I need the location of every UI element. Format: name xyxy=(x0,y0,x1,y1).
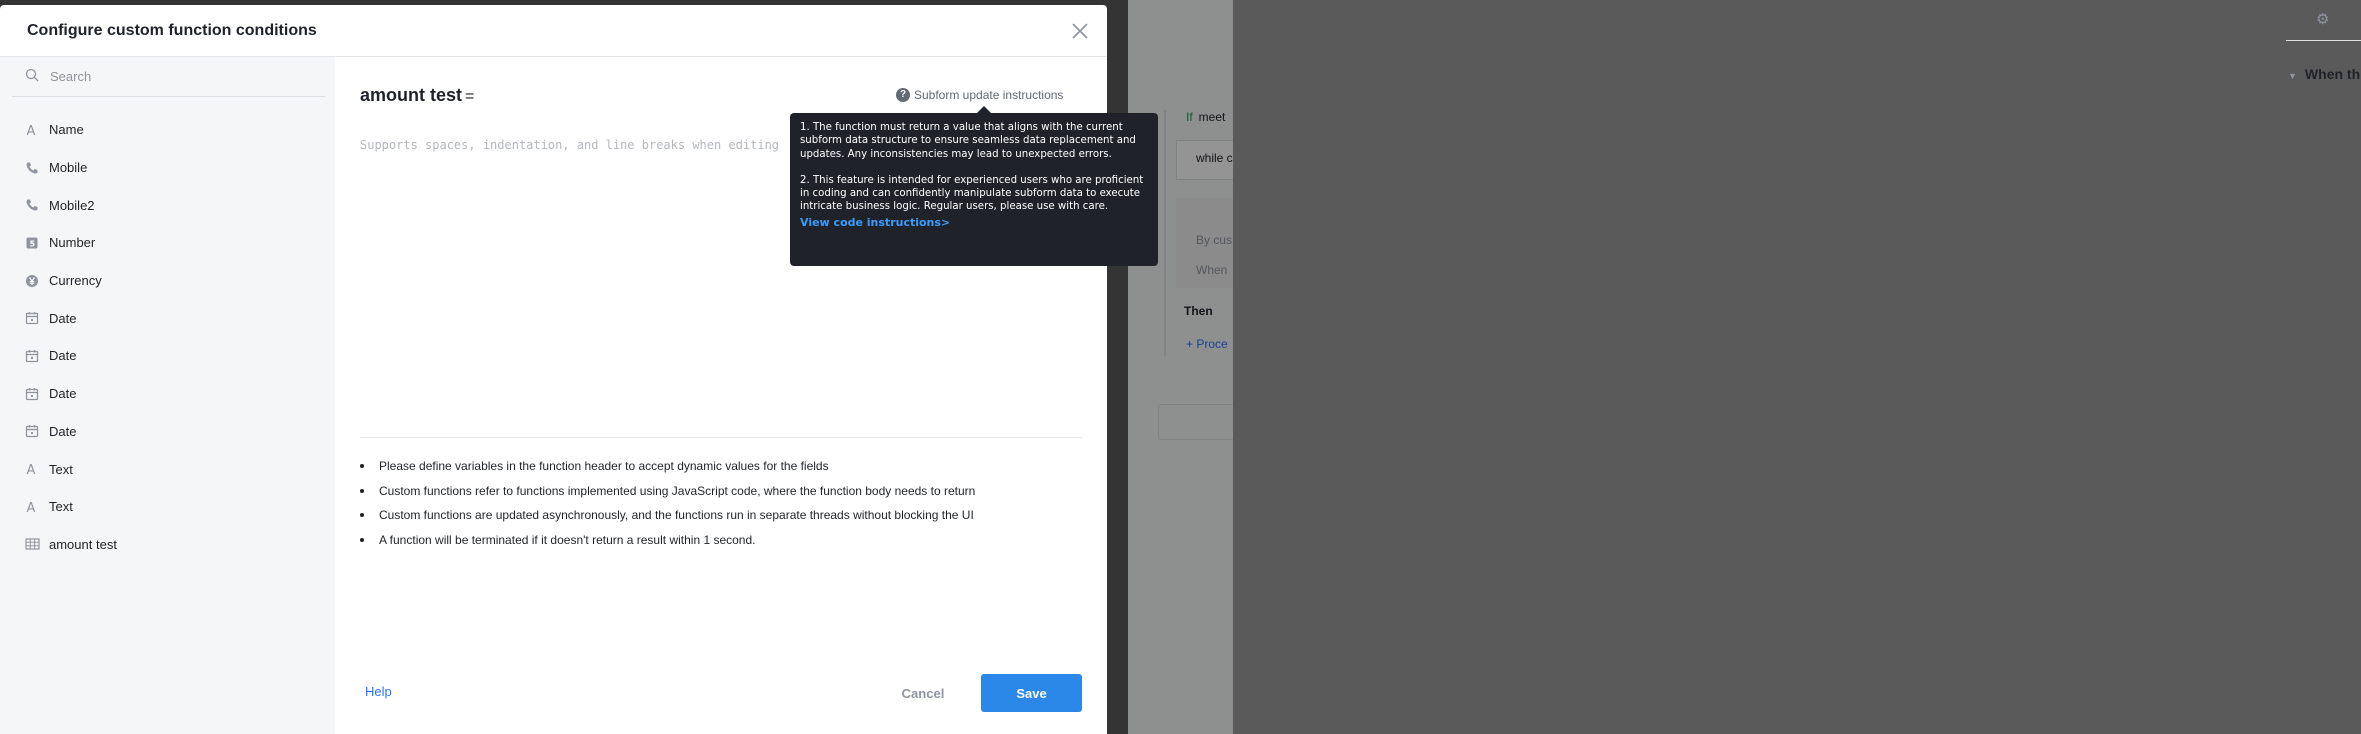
currency-icon xyxy=(24,273,40,289)
background-while-text: while c xyxy=(1196,151,1233,165)
field-sidebar xyxy=(0,57,335,734)
field-item-date-1[interactable] xyxy=(0,299,335,337)
view-code-instructions-link[interactable]: View code instructions> xyxy=(800,215,951,229)
usage-note: A function will be terminated if it doesn't return a result within 1 second. xyxy=(360,533,1100,558)
subform-instructions-tooltip xyxy=(790,113,1158,266)
field-label: Date xyxy=(49,386,77,402)
calendar-icon xyxy=(24,386,40,402)
field-item-currency[interactable] xyxy=(0,262,335,300)
table-icon xyxy=(24,536,40,552)
help-link[interactable]: Help xyxy=(365,684,392,699)
field-label: Number xyxy=(49,235,96,251)
number-icon xyxy=(24,235,40,251)
field-item-date-2[interactable] xyxy=(0,337,335,375)
field-label: Text xyxy=(49,461,73,477)
phone-icon xyxy=(24,197,40,213)
field-label: Date xyxy=(49,423,77,439)
svg-text:5: 5 xyxy=(29,239,36,249)
field-item-amount-test[interactable] xyxy=(0,526,335,564)
text-icon xyxy=(24,461,40,477)
field-item-text-2[interactable] xyxy=(0,488,335,526)
field-label: Text xyxy=(49,499,73,515)
tooltip-arrow xyxy=(977,106,991,113)
caret-down-icon: ▼ xyxy=(2288,71,2297,81)
phone-icon xyxy=(24,160,40,176)
svg-text:A: A xyxy=(26,463,36,479)
svg-text:A: A xyxy=(26,123,36,139)
text-icon xyxy=(24,499,40,515)
field-label: Date xyxy=(49,310,77,326)
field-label: amount test xyxy=(49,536,117,552)
field-item-name[interactable] xyxy=(0,111,335,149)
field-item-mobile[interactable] xyxy=(0,149,335,187)
search-icon xyxy=(25,68,39,82)
field-item-date-3[interactable] xyxy=(0,375,335,413)
background-then-label: Then xyxy=(1184,304,1213,318)
cancel-button[interactable]: Cancel xyxy=(878,678,968,708)
function-name: amount test xyxy=(360,85,463,105)
calendar-icon xyxy=(24,423,40,439)
background-by-custom-text: By cus xyxy=(1196,233,1233,247)
background-if-keyword: If xyxy=(1186,110,1193,124)
subform-instructions-label: Subform update instructions xyxy=(914,88,1064,102)
search-box xyxy=(12,57,325,97)
calendar-icon xyxy=(24,310,40,326)
close-icon xyxy=(1068,19,1092,43)
usage-note: Custom functions refer to functions implemented using JavaScript code, where the function body needs to return xyxy=(360,484,1100,509)
background-if-text: meet xyxy=(1198,110,1226,124)
subform-instructions-link[interactable] xyxy=(896,86,1063,104)
background-when-text: When xyxy=(1196,263,1228,277)
field-item-mobile2[interactable] xyxy=(0,186,335,224)
background-divider xyxy=(2286,40,2361,41)
background-process-link: + Proce xyxy=(1186,337,1228,351)
field-item-date-4[interactable] xyxy=(0,413,335,451)
field-item-number[interactable] xyxy=(0,224,335,262)
equals-sign: = xyxy=(465,88,475,105)
dialog-header xyxy=(0,5,1107,57)
background-when-label: When th xyxy=(2304,66,2361,82)
field-label: Mobile xyxy=(49,160,88,176)
usage-note: Please define variables in the function header to accept dynamic values for the fields xyxy=(360,459,1100,484)
usage-note: Custom functions are updated asynchronously, and the functions run in separate threads without blocking the UI xyxy=(360,508,1100,533)
field-list xyxy=(0,111,335,563)
field-label: Date xyxy=(49,348,77,364)
function-name-heading xyxy=(360,85,474,106)
field-label: Currency xyxy=(49,273,102,289)
search-input[interactable] xyxy=(50,65,310,87)
field-item-text-1[interactable] xyxy=(0,450,335,488)
tooltip-spacer xyxy=(800,161,1148,174)
background-when-heading xyxy=(2288,66,2360,82)
dialog-title: Configure custom function conditions xyxy=(27,22,317,39)
question-circle-icon: ? xyxy=(896,88,910,102)
close-button[interactable] xyxy=(1068,19,1092,43)
field-label: Name xyxy=(49,122,84,138)
gear-icon: ⚙ xyxy=(2316,11,2330,28)
usage-notes xyxy=(360,459,1100,557)
tooltip-paragraph-2: 2. This feature is intended for experienced users who are proficient in coding and can confidently manipulate subform data to execute intricate business logic. Regular users, please use with care. xyxy=(800,174,1144,213)
field-label: Mobile2 xyxy=(49,197,95,213)
save-button[interactable]: Save xyxy=(981,674,1082,712)
text-icon xyxy=(24,122,40,138)
svg-text:A: A xyxy=(26,500,36,516)
calendar-icon xyxy=(24,348,40,364)
editor-divider xyxy=(360,437,1082,438)
tooltip-paragraph-1: 1. The function must return a value that aligns with the current subform data structure to ensure seamless data replacement and updates. Any inconsistencies may lead to unexpected errors. xyxy=(800,122,1136,160)
